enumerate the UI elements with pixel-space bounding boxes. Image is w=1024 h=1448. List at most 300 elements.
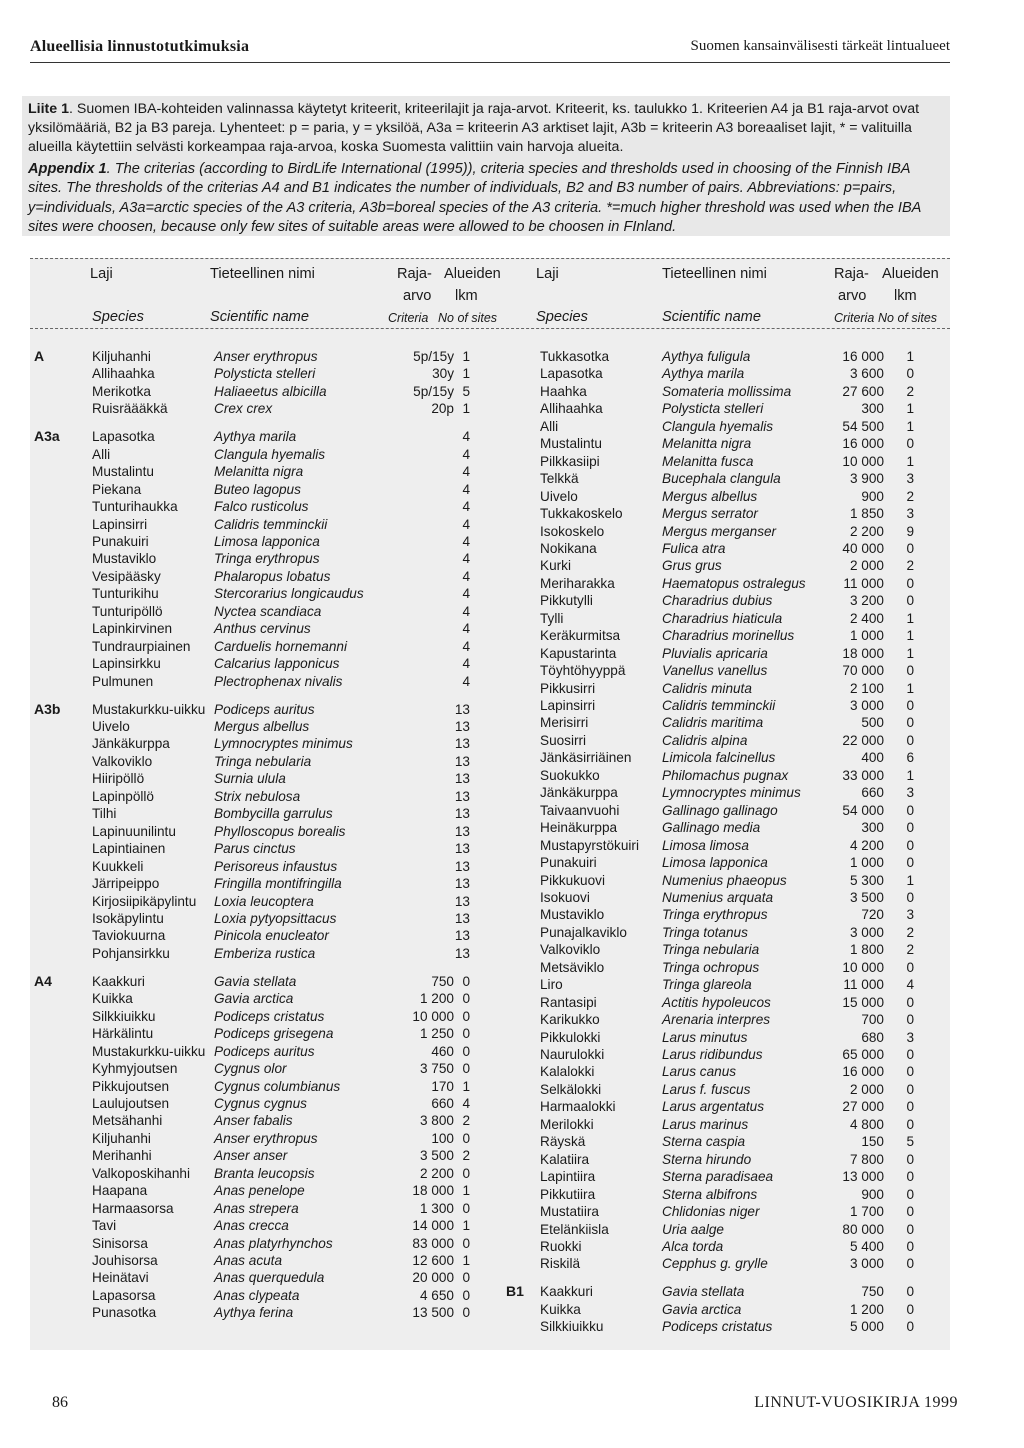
species-name: Tavi (92, 1218, 117, 1234)
table-row (30, 540, 950, 558)
species-name: Nokikana (540, 540, 597, 556)
sites-count: 1 (906, 645, 914, 661)
table-row (30, 994, 950, 1012)
group-label: A4 (34, 972, 52, 989)
scientific-name: Melanitta fusca (662, 453, 754, 469)
header-nosites: No of sites (438, 311, 498, 325)
sites-count: 13 (454, 771, 470, 787)
header-raja: Raja- (397, 266, 432, 282)
sites-count: 0 (906, 959, 914, 975)
sites-count: 0 (906, 802, 914, 818)
criteria-value: 10 000 (412, 1008, 454, 1024)
scientific-name: Gavia stellata (214, 973, 297, 989)
sites-count: 0 (462, 973, 470, 989)
criteria-value: 1 200 (849, 1301, 884, 1317)
criteria-value: 5p/15y (413, 349, 454, 364)
scientific-name: Anas crecca (214, 1218, 289, 1234)
scientific-name: Tringa nebularia (662, 942, 760, 958)
scientific-name: Larus minutus (662, 1029, 748, 1045)
species-name: Tunturikihu (92, 586, 159, 602)
species-name: Pikkutylli (540, 593, 593, 609)
criteria-value: 2 200 (419, 1165, 454, 1181)
table-row (30, 976, 950, 994)
scientific-name: Limosa lapponica (662, 855, 768, 871)
sites-count: 3 (906, 1029, 914, 1045)
species-name: Valkoviklo (540, 942, 601, 958)
criteria-value: 13 500 (412, 1305, 454, 1321)
species-name: Isokäpylintu (92, 910, 164, 926)
species-name: Metsähanhi (92, 1113, 163, 1129)
criteria-value: 660 (861, 785, 884, 801)
sites-count: 1 (462, 1218, 470, 1234)
scientific-name: Haematopus ostralegus (662, 575, 806, 591)
criteria-value: 12 600 (412, 1253, 454, 1268)
sites-count: 9 (906, 523, 914, 539)
criteria-value: 30y (432, 366, 454, 382)
criteria-value: 18 000 (842, 645, 884, 661)
sites-count: 1 (906, 628, 914, 644)
sites-count: 0 (906, 575, 914, 591)
criteria-value: 1 300 (419, 1200, 454, 1216)
scientific-name: Uria aalge (662, 1221, 724, 1237)
scientific-name: Mergus serrator (662, 506, 758, 522)
species-name: Pikkulokki (540, 1029, 601, 1045)
header-alueiden-right: Alueiden (882, 266, 939, 282)
criteria-value: 7 800 (849, 1151, 884, 1167)
species-name: Mustatiira (540, 1204, 599, 1220)
scientific-name: Tringa glareola (662, 977, 752, 993)
scientific-name: Surnia ulula (214, 771, 286, 787)
scientific-name: Gallinago gallinago (662, 802, 778, 818)
sites-count: 0 (906, 366, 914, 382)
species-name: Riskilä (540, 1256, 581, 1272)
scientific-name: Vanellus vanellus (662, 663, 768, 679)
sites-count: 4 (462, 1095, 470, 1111)
scientific-name: Somateria mollissima (662, 383, 792, 399)
group-label: A3a (34, 428, 60, 445)
species-name: Heinäkurppa (540, 820, 618, 836)
criteria-value: 2 000 (849, 1081, 884, 1097)
scientific-name: Tringa erythropus (214, 551, 320, 567)
table-row (30, 889, 950, 907)
criteria-value: 33 000 (842, 767, 884, 783)
species-name: Allihaahka (540, 401, 603, 417)
sites-count: 0 (906, 593, 914, 609)
species-name: Isokoskelo (540, 523, 605, 539)
species-name: Hiiripöllö (92, 771, 145, 787)
table-row (30, 400, 950, 418)
scientific-name: Cepphus g. grylle (662, 1256, 768, 1272)
caption-fi-text: . Suomen IBA-kohteiden valinnassa käytetyt kriteerit, kriteerilajit ja raja-arvot. Kriteerit, ks. taulukko 1. Kriteerien A4 ja B1 raja-arvot ovat yksilömääriä, B2 ja B3 pareja. Lyhenteet: p = paria, y = yksilöä, A3a = kriteerin A3 arktiset lajit, A3b = kriteerin A3 boreaaliset lajit, * = valituilla alueilla käytettiin selvästi korkeampaa raja-arvoa, koska Suomesta valittiin vain harvoja alueita. (28, 101, 920, 155)
table-row (30, 802, 950, 820)
scientific-name: Sterna paradisaea (662, 1169, 774, 1185)
species-name: Uivelo (92, 719, 130, 734)
species-name: Laulujoutsen (92, 1095, 170, 1111)
species-name: Kyhmyjoutsen (92, 1061, 178, 1077)
species-name: Kuikka (540, 1301, 581, 1317)
sites-count: 4 (462, 429, 470, 445)
sites-count: 4 (462, 464, 470, 480)
table-row (30, 1318, 950, 1336)
scientific-name: Podiceps auritus (214, 701, 315, 717)
scientific-name: Parus cinctus (214, 841, 296, 857)
scientific-name: Emberiza rustica (214, 945, 316, 961)
table-row (30, 592, 950, 610)
sites-count: 0 (906, 1047, 914, 1062)
scientific-name: Melanitta nigra (662, 436, 752, 452)
species-name: Isokuovi (540, 889, 590, 905)
table-row (30, 749, 950, 767)
species-name: Sinisorsa (92, 1235, 148, 1251)
sites-count: 0 (462, 1043, 470, 1059)
table-row (30, 906, 950, 924)
table-row (30, 819, 950, 837)
scientific-name: Sterna caspia (662, 1134, 746, 1150)
scientific-name: Numenius arquata (662, 889, 774, 905)
caption-fi-label: Liite 1 (28, 101, 69, 117)
sites-count: 4 (462, 446, 470, 462)
header-species-right: Species (536, 309, 588, 325)
criteria-value: 660 (431, 1095, 454, 1111)
table-row (30, 383, 950, 401)
criteria-value: 170 (431, 1078, 454, 1094)
sites-count: 13 (454, 736, 470, 752)
scientific-name: Clangula hyemalis (662, 418, 774, 434)
sites-count: 4 (462, 603, 470, 619)
species-name: Mustaviklo (92, 551, 157, 567)
species-name: Mustaviklo (540, 907, 605, 923)
sites-count: 0 (906, 1221, 914, 1237)
scientific-name: Cygnus olor (214, 1061, 287, 1077)
sites-count: 13 (454, 876, 470, 892)
sites-count: 4 (462, 551, 470, 567)
criteria-value: 11 000 (843, 575, 884, 591)
scientific-name: Mergus merganser (662, 523, 777, 539)
table-row (30, 348, 950, 366)
table-row (30, 627, 950, 645)
group-label: B1 (506, 1283, 524, 1300)
sites-count: 4 (462, 481, 470, 497)
scientific-name: Anas querquedula (214, 1270, 325, 1286)
header-arvo: arvo (403, 288, 432, 304)
caption-finnish (22, 96, 950, 157)
species-name: Kurki (540, 558, 571, 574)
sites-count: 0 (906, 994, 914, 1010)
scientific-name: Limosa limosa (662, 837, 749, 853)
table-row (30, 941, 950, 959)
species-name: Töyhtöhyyppä (540, 663, 626, 679)
scientific-name: Branta leucopsis (214, 1165, 315, 1181)
scientific-name: Anser anser (214, 1148, 288, 1164)
table-row (30, 1081, 950, 1099)
criteria-value: 40 000 (842, 540, 884, 556)
sites-count: 13 (454, 753, 470, 769)
scientific-name: Tringa ochropus (662, 959, 760, 975)
sites-count: 0 (906, 1099, 914, 1115)
sites-count: 0 (906, 1186, 914, 1202)
sites-count: 4 (462, 568, 470, 584)
species-name: Jänkäkurppa (92, 736, 170, 752)
sites-count: 2 (462, 1148, 470, 1164)
sites-count: 13 (454, 701, 470, 717)
species-name: Karikukko (540, 1012, 600, 1028)
criteria-value: 750 (431, 973, 454, 989)
table-row (30, 1151, 950, 1169)
species-name: Pulmunen (92, 673, 154, 689)
header-scientific: Scientific name (210, 309, 309, 325)
scientific-name: Grus grus (662, 558, 722, 574)
sites-count: 1 (906, 453, 914, 469)
sites-count: 4 (462, 656, 470, 672)
sites-count: 13 (454, 893, 470, 909)
scientific-name: Fulica atra (662, 540, 726, 556)
header-lkm: lkm (455, 288, 478, 304)
sites-count: 0 (906, 1012, 914, 1028)
scientific-name: Fringilla montifringilla (214, 876, 342, 892)
sites-count: 0 (462, 1235, 470, 1251)
sites-count: 13 (454, 806, 470, 822)
criteria-value: 10 000 (842, 453, 884, 469)
species-name: Uivelo (540, 488, 578, 504)
caption-box (22, 96, 950, 236)
scientific-name: Stercorarius longicaudus (214, 586, 364, 602)
scientific-name: Phylloscopus borealis (214, 823, 346, 839)
scientific-name: Gavia arctica (214, 991, 294, 1007)
criteria-value: 5p/15y (413, 383, 454, 399)
species-name: Taivaanvuohi (540, 802, 620, 818)
scientific-name: Limicola falcinellus (662, 750, 776, 766)
table-row (30, 470, 950, 488)
scientific-name: Alca torda (662, 1238, 724, 1254)
table-top-rule (30, 258, 950, 259)
page-number: 86 (52, 1394, 68, 1411)
scientific-name: Bucephala clangula (662, 471, 781, 487)
species-name: Haapana (92, 1183, 148, 1199)
criteria-value: 27 600 (842, 383, 884, 399)
species-name: Lapasotka (92, 429, 155, 445)
criteria-value: 400 (861, 750, 884, 766)
species-name: Pikkutiira (540, 1186, 596, 1202)
species-name: Telkkä (540, 471, 579, 487)
species-name: Lapinsirri (540, 698, 596, 713)
sites-count: 0 (462, 1200, 470, 1216)
species-name: Punakuiri (92, 534, 149, 549)
species-name: Punakuiri (540, 855, 597, 871)
scientific-name: Charadrius dubius (662, 593, 773, 609)
scientific-name: Anser erythropus (214, 349, 318, 364)
criteria-value: 1 200 (419, 991, 454, 1007)
sites-count: 1 (906, 767, 914, 783)
criteria-value: 3 000 (849, 1256, 884, 1272)
scientific-name: Arenaria interpres (662, 1012, 771, 1028)
scientific-name: Chlidonias niger (662, 1204, 760, 1220)
table-row (30, 1168, 950, 1186)
criteria-value: 3 800 (419, 1113, 454, 1129)
criteria-value: 83 000 (412, 1235, 454, 1251)
sites-count: 5 (462, 383, 470, 399)
criteria-value: 700 (861, 1012, 884, 1028)
criteria-value: 16 000 (842, 436, 884, 452)
scientific-name: Anas platyrhynchos (214, 1235, 333, 1251)
scientific-name: Clangula hyemalis (214, 446, 326, 462)
sites-count: 13 (454, 841, 470, 857)
table-row (30, 557, 950, 575)
table-row (30, 1098, 950, 1116)
sites-count: 4 (462, 586, 470, 602)
table-row (30, 1238, 950, 1256)
table-row (30, 1283, 950, 1301)
sites-count: 1 (462, 1183, 470, 1199)
scientific-name: Larus marinus (662, 1116, 749, 1132)
table-row (30, 575, 950, 593)
header-arvo-right: arvo (838, 288, 867, 304)
sites-count: 0 (906, 1169, 914, 1185)
table-row (30, 1029, 950, 1047)
scientific-name: Anas penelope (214, 1183, 305, 1199)
species-name: Kalatiira (540, 1151, 590, 1167)
scientific-name: Carduelis hornemanni (214, 638, 347, 654)
species-name: Tukkasotka (540, 349, 610, 364)
species-name: Mustalintu (540, 436, 602, 452)
species-name: Harmaasorsa (92, 1200, 174, 1216)
criteria-value: 18 000 (412, 1183, 454, 1199)
table-row (30, 1011, 950, 1029)
scientific-name: Perisoreus infaustus (214, 858, 338, 874)
scientific-name: Calidris temminckii (214, 516, 328, 532)
running-head-left: Alueellisia linnustotutkimuksia (30, 38, 250, 55)
header-scientific-right: Scientific name (662, 309, 761, 325)
scientific-name: Pluvialis apricaria (662, 645, 768, 661)
sites-count: 1 (462, 401, 470, 417)
scientific-name: Aythya fuligula (662, 349, 751, 364)
scientific-name: Strix nebulosa (214, 788, 301, 804)
criteria-value: 4 800 (849, 1116, 884, 1132)
sites-count: 0 (906, 1204, 914, 1220)
sites-count: 2 (906, 488, 914, 504)
scientific-name: Lymnocryptes minimus (662, 785, 801, 801)
sites-count: 0 (906, 436, 914, 452)
caption-english (22, 157, 950, 238)
sites-count: 0 (906, 1256, 914, 1272)
species-name: Suosirri (540, 732, 587, 748)
criteria-value: 3 750 (419, 1061, 454, 1077)
criteria-value: 4 650 (419, 1287, 454, 1303)
header-criteria: Criteria (388, 311, 429, 325)
scientific-name: Aythya ferina (214, 1305, 294, 1321)
scientific-name: Anthus cervinus (214, 621, 311, 637)
criteria-value: 27 000 (842, 1099, 884, 1115)
species-name: Selkälokki (540, 1081, 602, 1097)
table-row (30, 610, 950, 628)
sites-count: 0 (906, 1081, 914, 1097)
species-name: Lapinkirvinen (92, 621, 173, 637)
scientific-name: Gavia stellata (662, 1284, 745, 1300)
sites-count: 13 (454, 788, 470, 804)
species-name: Merisirri (540, 715, 589, 731)
species-name: Haahka (540, 383, 587, 399)
criteria-value: 720 (861, 907, 884, 923)
sites-count: 0 (906, 1151, 914, 1167)
table-row (30, 453, 950, 471)
scientific-name: Larus f. fuscus (662, 1081, 751, 1097)
species-name: Harmaalokki (540, 1099, 616, 1115)
criteria-value: 2 200 (849, 523, 884, 539)
criteria-value: 500 (861, 715, 884, 731)
sites-count: 0 (906, 820, 914, 836)
species-name: Tylli (540, 610, 564, 626)
criteria-value: 3 900 (849, 471, 884, 487)
criteria-value: 150 (861, 1134, 884, 1150)
scientific-name: Podiceps cristatus (662, 1319, 773, 1335)
sites-count: 0 (462, 1061, 470, 1077)
sites-count: 6 (906, 750, 914, 766)
header-criteria-right: Criteria (834, 311, 875, 325)
sites-count: 2 (906, 942, 914, 958)
scientific-name: Calidris alpina (662, 732, 748, 748)
criteria-value: 3 600 (849, 366, 884, 382)
criteria-value: 16 000 (842, 1064, 884, 1080)
running-head (30, 38, 950, 63)
species-name: Kuikka (92, 991, 133, 1007)
scientific-name: Aythya marila (662, 366, 745, 382)
table-row (30, 1301, 950, 1319)
scientific-name: Polysticta stelleri (214, 366, 316, 382)
table-row (30, 680, 950, 698)
species-name: Kalalokki (540, 1064, 595, 1080)
species-table (30, 258, 950, 1350)
scientific-name: Polysticta stelleri (662, 401, 764, 417)
sites-count: 4 (462, 638, 470, 654)
caption-en-text: . The criterias (according to BirdLife International (1995)), criteria species and thresholds used in choosing of the Finnish IBA sites. The thresholds of the criterias A4 and B1 indicates the number of individuals, B2 and B3 number of pairs. Abbreviations: p=pairs, y=individuals, A3a=arctic species of the A3 criteria, A3b=boreal species of the A3 criteria. *=much higher threshold was used when the IBA sites were choosen, because only few sites of suitable areas were allowed to be choosen in FInland. (28, 161, 921, 236)
table-row (30, 1133, 950, 1151)
scientific-name: Falco rusticolus (214, 499, 309, 515)
criteria-value: 300 (861, 820, 884, 836)
criteria-value: 5 400 (849, 1238, 884, 1254)
scientific-name: Gallinago media (662, 820, 761, 836)
species-name: Ruokki (540, 1238, 582, 1254)
sites-count: 1 (906, 680, 914, 696)
sites-count: 4 (462, 516, 470, 532)
scientific-name: Calcarius lapponicus (214, 656, 340, 672)
sites-count: 1 (462, 1078, 470, 1094)
header-alueiden: Alueiden (444, 266, 501, 282)
species-name: Alli (92, 446, 111, 462)
table-row (30, 523, 950, 541)
species-name: Kaakkuri (540, 1284, 593, 1300)
species-name: Mustalintu (92, 464, 154, 480)
species-name: Merilokki (540, 1116, 594, 1132)
criteria-value: 1 000 (849, 628, 884, 644)
species-name: Pilkkasiipi (540, 453, 600, 469)
sites-count: 13 (454, 910, 470, 926)
species-name: Pikkusirri (540, 680, 596, 696)
species-name: Lapinpöllö (92, 788, 154, 804)
table-row (30, 1186, 950, 1204)
species-name: Pikkukuovi (540, 872, 605, 888)
sites-count: 4 (462, 621, 470, 637)
sites-count: 4 (462, 673, 470, 689)
header-raja-right: Raja- (834, 266, 869, 282)
sites-count: 0 (906, 732, 914, 748)
caption-en-label: Appendix 1 (28, 161, 107, 177)
table-row (30, 435, 950, 453)
criteria-value: 70 000 (842, 663, 884, 679)
sites-count: 0 (462, 1305, 470, 1321)
sites-count: 0 (906, 1319, 914, 1335)
sites-count: 0 (906, 1238, 914, 1254)
sites-count: 1 (906, 401, 914, 417)
criteria-value: 3 500 (849, 889, 884, 905)
